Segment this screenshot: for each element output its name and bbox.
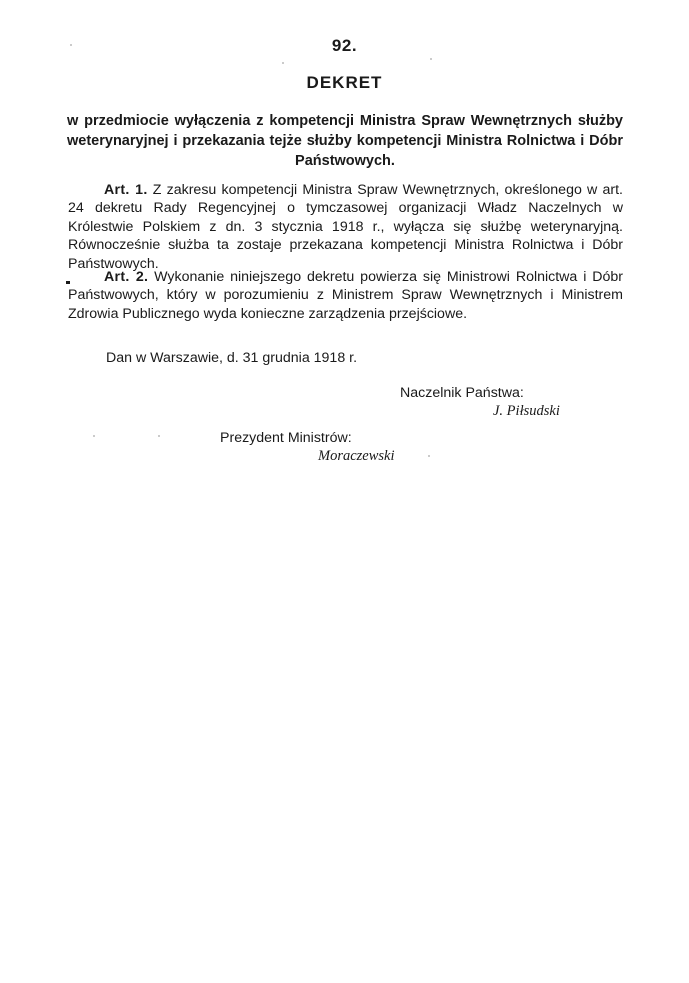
- decree-title: DEKRET: [306, 73, 383, 92]
- article-1: [68, 181, 623, 273]
- article-1-text: Z zakresu kompetencji Ministra Spraw Wewnętrznych, określonego w art. 24 dekretu Rady Regencyjnej o tymczasowej organizacji Władz Naczelnych w Królestwie Polskiem z dn. 3 stycznia 1918 r., wyłącza się służbę weterynaryjną. Równocześnie służba ta zostaje przekazana kompetencji Ministra Rolnictwa i Dóbr Państwowych.: [68, 182, 623, 272]
- prime-minister-signature: Moraczewski: [318, 448, 395, 464]
- decree-subtitle: w przedmiocie wyłączenia z kompetencji Ministra Spraw Wewnętrznych służby weterynaryjnej i przekazania tejże służby kompetencji Ministra Rolnictwa i Dóbr Państwowych.: [67, 113, 623, 169]
- prime-minister-label: Prezydent Ministrów:: [220, 430, 352, 446]
- article-2-text: Wykonanie niniejszego dekretu powierza się Ministrowi Rolnictwa i Dóbr Państwowych, który w porozumieniu z Ministrem Spraw Wewnętrznych i Ministrem Zdrowia Publicznego wyda konieczne zarządzenia przejściowe.: [68, 269, 623, 322]
- scan-speck: [430, 58, 432, 60]
- head-of-state-signature: J. Piłsudski: [493, 403, 560, 419]
- article-2-label: Art. 2.: [104, 269, 149, 285]
- scan-speck: [158, 435, 160, 437]
- head-of-state-label: Naczelnik Państwa:: [400, 385, 524, 401]
- date-line: Dan w Warszawie, d. 31 grudnia 1918 r.: [106, 350, 358, 366]
- decree-number: 92.: [331, 36, 358, 55]
- article-1-label: Art. 1.: [104, 182, 148, 198]
- scan-speck: [70, 44, 72, 46]
- scan-speck: [282, 62, 284, 64]
- article-2: [68, 268, 623, 323]
- scan-speck: [93, 435, 95, 437]
- scan-speck: [428, 455, 430, 457]
